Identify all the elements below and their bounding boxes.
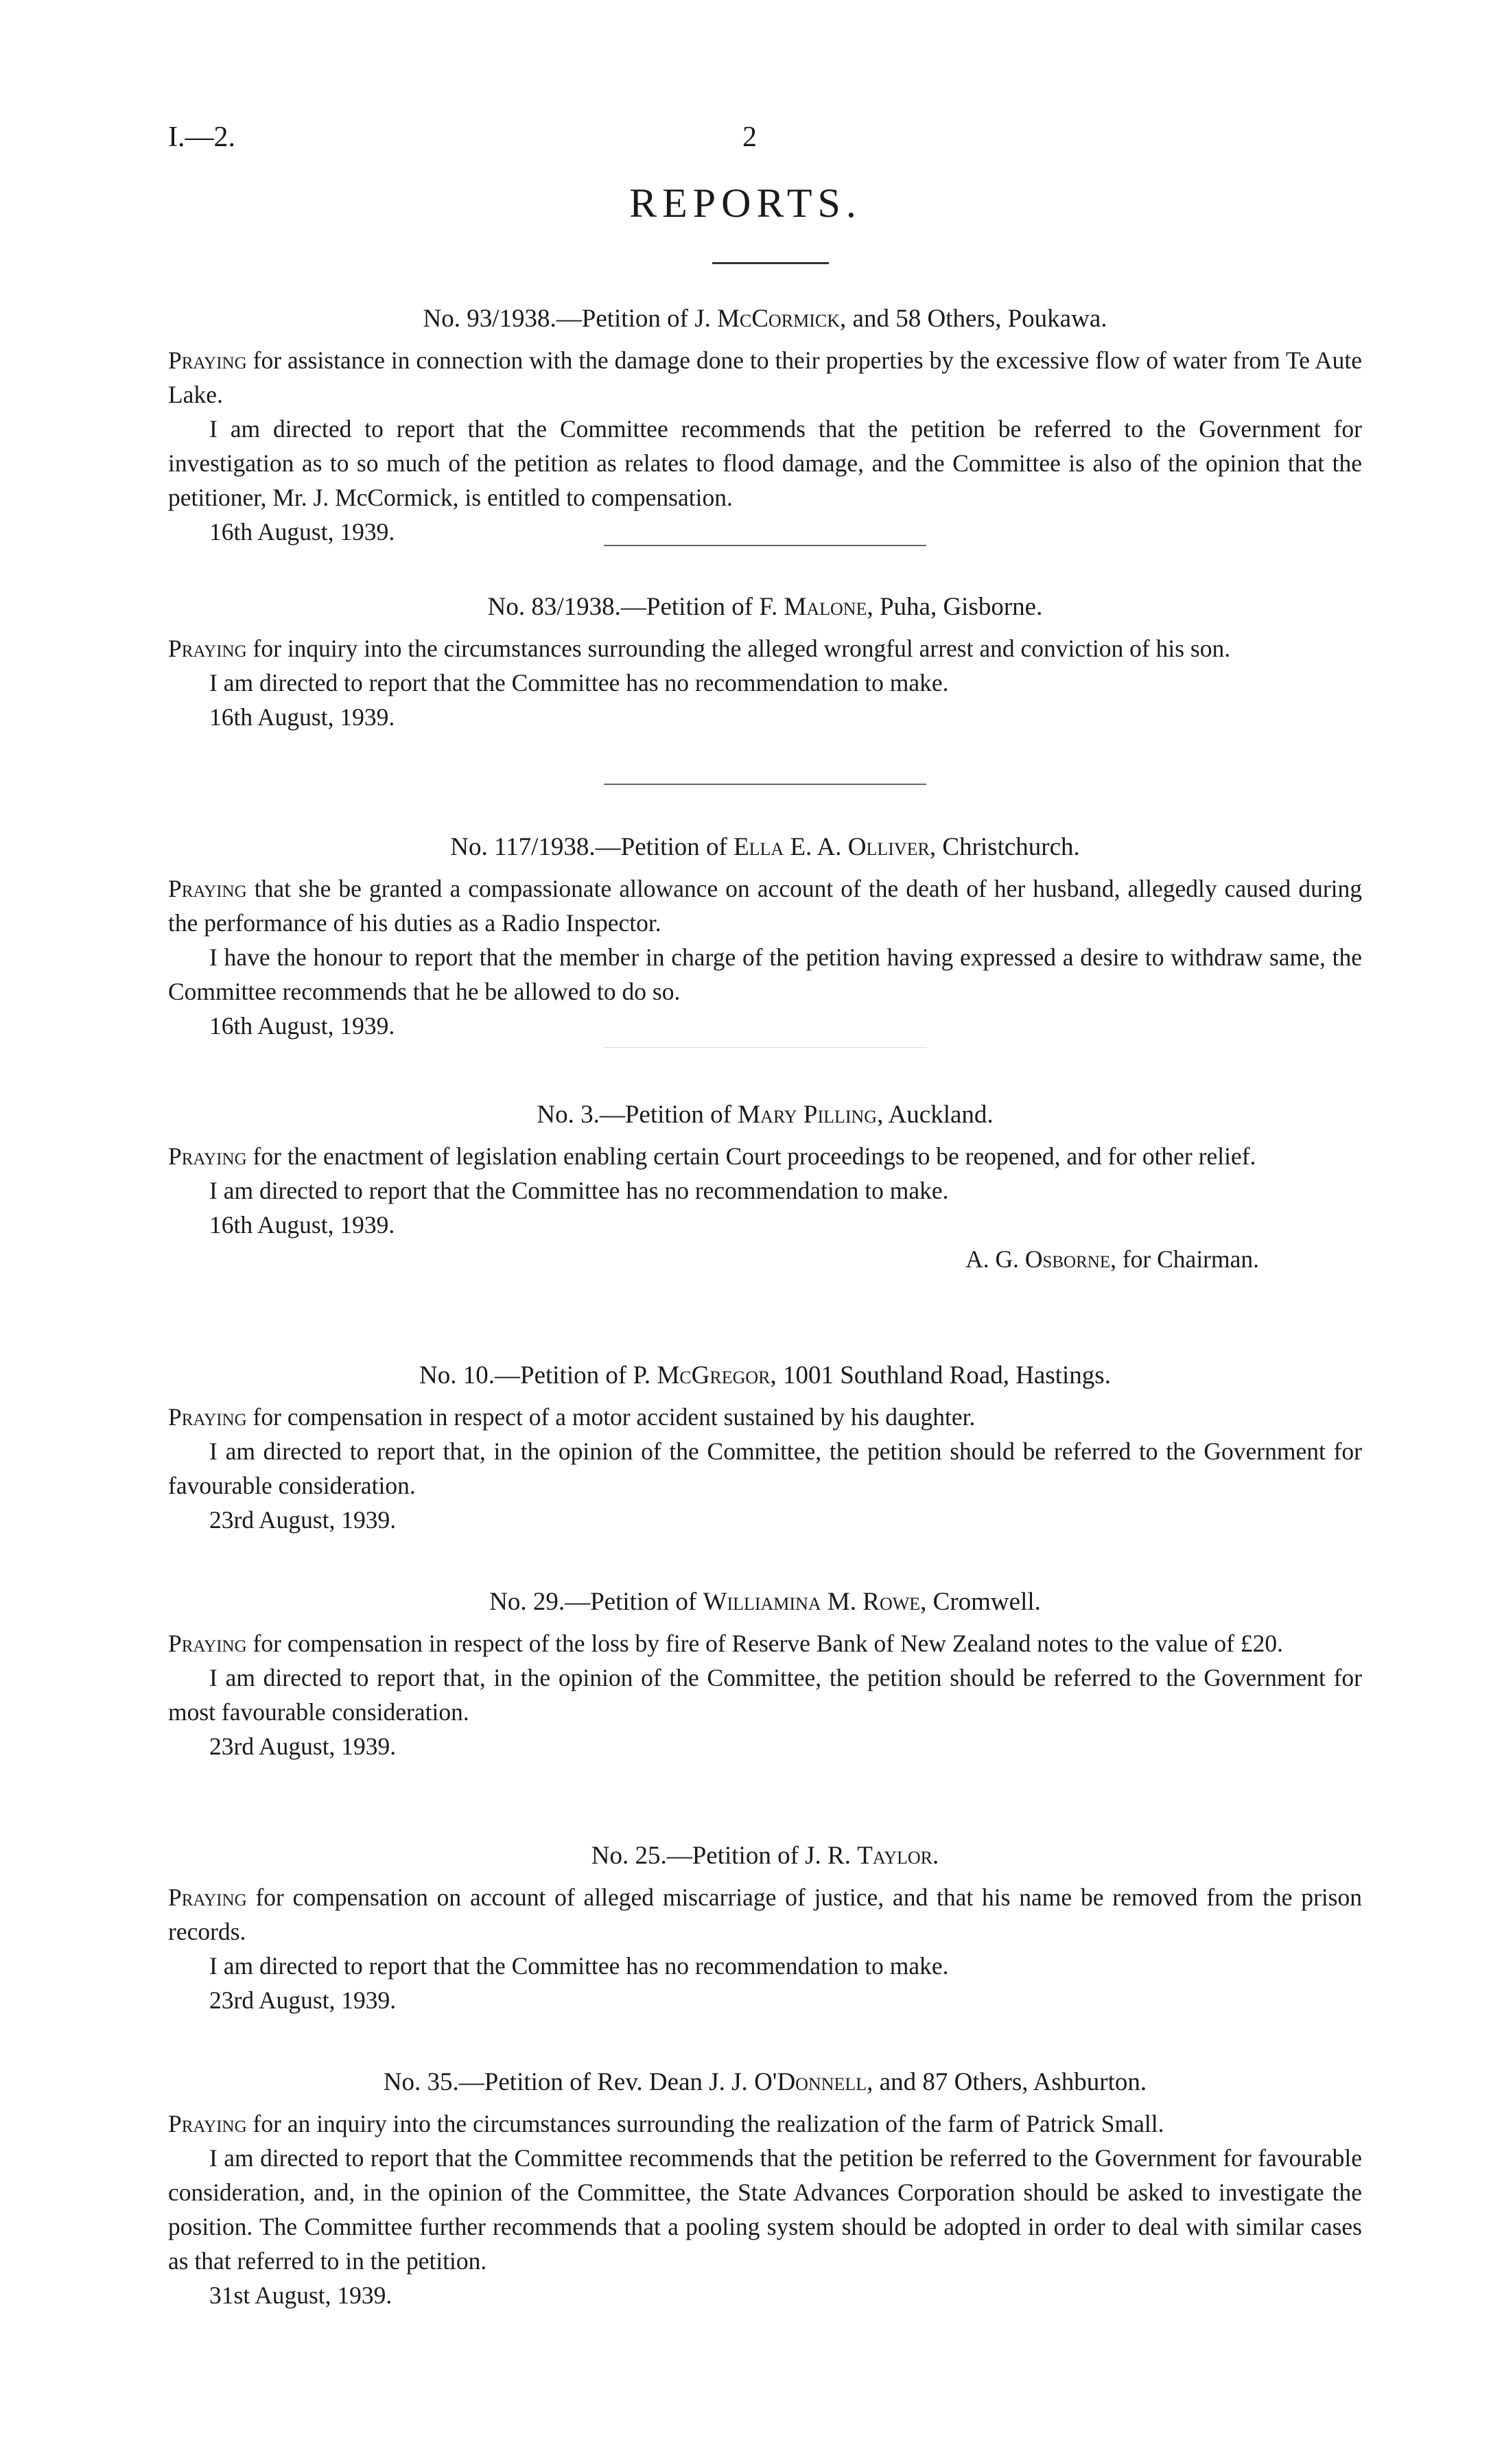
report-paragraph: I am directed to report that the Committee has no recommendation to make. — [209, 1952, 949, 1980]
report-date: 16th August, 1939. — [209, 1211, 395, 1239]
title-rule — [712, 262, 829, 264]
petition-heading: No. 83/1938.—Petition of F. Malone, Puha, Gisborne. — [487, 593, 1043, 621]
praying-paragraph: Praying for inquiry into the circumstances surrounding the alleged wrongful arrest and conviction of his son. — [168, 635, 1231, 662]
petition-entry — [168, 1359, 1362, 1537]
report-date: 16th August, 1939. — [209, 518, 395, 545]
praying-paragraph: Praying for an inquiry into the circumstances surrounding the realization of the farm of Patrick Small. — [168, 2110, 1164, 2137]
report-paragraph: I am directed to report that, in the opinion of the Committee, the petition should be referred to the Government for favourable consideration. — [168, 1438, 1362, 1499]
entry-separator — [604, 1047, 926, 1048]
petition-entry — [168, 590, 1362, 734]
report-paragraph: I am directed to report that the Committee recommends that the petition be referred to the Government for favourable consideration, and, in the opinion of the Committee, the State Advances Corporation should be asked to investigate the position. The Committee further recommends that a pooling system should be adopted in order to deal with similar cases as that referred to in the petition. — [168, 2144, 1362, 2275]
report-paragraph: I am directed to report that the Committee has no recommendation to make. — [209, 669, 949, 696]
petition-heading: No. 35.—Petition of Rev. Dean J. J. O'Donnell, and 87 Others, Ashburton. — [383, 2068, 1147, 2096]
petition-heading: No. 10.—Petition of P. McGregor, 1001 Southland Road, Hastings. — [419, 1361, 1111, 1389]
page-number: 2 — [742, 121, 757, 153]
petition-entry — [168, 1098, 1362, 1276]
report-paragraph: I have the honour to report that the member in charge of the petition having expressed a desire to withdraw same, the Committee recommends that he be allowed to do so. — [168, 943, 1362, 1005]
praying-paragraph: Praying for the enactment of legislation enabling certain Court proceedings to be reopened, and for other relief. — [168, 1142, 1256, 1170]
praying-paragraph: Praying for compensation on account of alleged miscarriage of justice, and that his name be removed from the prison records. — [168, 1884, 1362, 1945]
praying-paragraph: Praying for compensation in respect of a motor accident sustained by his daughter. — [168, 1403, 976, 1431]
parliamentary-paper-reference: I.—2. — [168, 121, 235, 153]
petition-entry — [168, 2065, 1362, 2312]
chairman-signature: A. G. Osborne, for Chairman. — [965, 1245, 1259, 1273]
report-paragraph: I am directed to report that the Committee has no recommendation to make. — [209, 1177, 949, 1204]
page-title: REPORTS. — [629, 180, 862, 226]
petition-entry — [168, 302, 1362, 549]
petition-heading: No. 93/1938.—Petition of J. McCormick, and 58 Others, Poukawa. — [423, 305, 1107, 333]
petition-heading: No. 25.—Petition of J. R. Taylor. — [591, 1842, 939, 1870]
petition-entry — [168, 1585, 1362, 1763]
praying-paragraph: Praying for assistance in connection with the damage done to their properties by the excessive flow of water from Te Aute Lake. — [168, 347, 1363, 408]
petition-entry — [168, 1839, 1362, 2017]
report-date: 31st August, 1939. — [209, 2281, 392, 2309]
petition-heading: No. 3.—Petition of Mary Pilling, Auckland. — [537, 1101, 994, 1129]
entry-separator — [604, 784, 926, 785]
praying-paragraph: Praying that she be granted a compassionate allowance on account of the death of her husband, allegedly caused during the performance of his duties as a Radio Inspector. — [168, 875, 1363, 937]
praying-paragraph: Praying for compensation in respect of the loss by fire of Reserve Bank of New Zealand notes to the value of £20. — [168, 1630, 1283, 1657]
report-paragraph: I am directed to report that, in the opinion of the Committee, the petition should be referred to the Government for most favourable consideration. — [168, 1664, 1362, 1726]
entry-separator — [604, 545, 926, 546]
report-date: 16th August, 1939. — [209, 703, 395, 731]
report-date: 23rd August, 1939. — [209, 1733, 397, 1760]
report-date: 23rd August, 1939. — [209, 1506, 397, 1534]
report-paragraph: I am directed to report that the Committee recommends that the petition be referred to the Government for investigation as to so much of the petition as relates to flood damage, and the Committee is also of the opinion that the petitioner, Mr. J. McCormick, is entitled to compensation. — [168, 415, 1362, 511]
report-date: 23rd August, 1939. — [209, 1986, 397, 2014]
report-date: 16th August, 1939. — [209, 1012, 395, 1040]
petition-heading: No. 29.—Petition of Williamina M. Rowe, Cromwell. — [489, 1588, 1041, 1616]
petition-heading: No. 117/1938.—Petition of Ella E. A. Olliver, Christchurch. — [450, 833, 1080, 861]
petition-entry — [168, 830, 1362, 1043]
